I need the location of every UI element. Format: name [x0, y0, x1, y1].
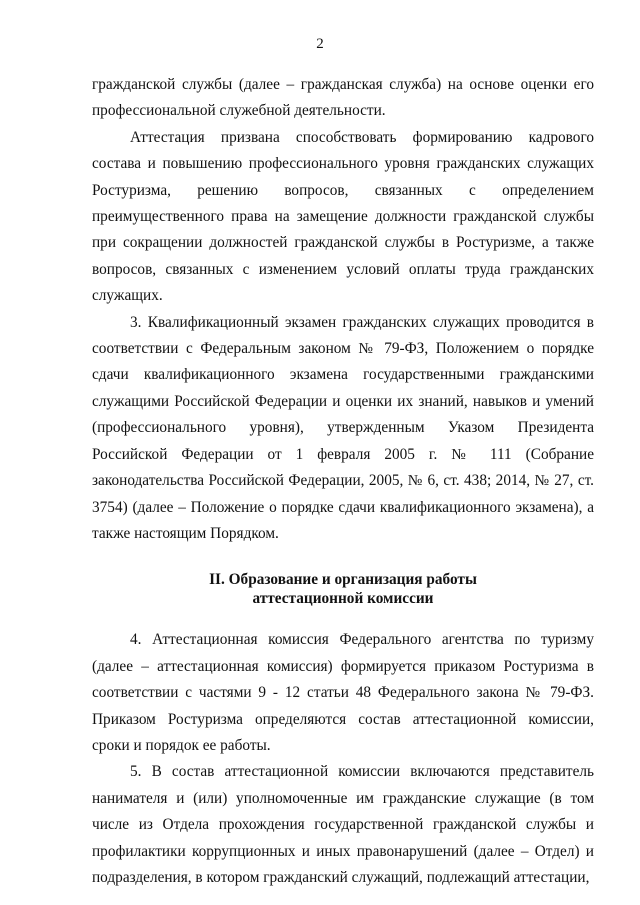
section-heading — [92, 570, 594, 608]
paragraph-5-commission-composition: 5. В состав аттестационной комиссии включаются представитель нанимателя и (или) уполномоченные им гражданские служащие (в том числе из Отдела прохождения государственной гражданской службы и профилактики коррупционных и иных правонарушений (далее – Отдел) и подразделения, в котором гражданский служащий, подлежащий аттестации, — [92, 763, 594, 886]
section-heading-line-1: II. Образование и организация работы — [209, 571, 477, 589]
section-heading-line-2: аттестационной комиссии — [252, 590, 434, 608]
document-body — [92, 72, 594, 891]
paragraph-3-qualification-exam: 3. Квалификационный экзамен гражданских служащих проводится в соответствии с Федеральным законом № 79-ФЗ, Положением о порядке сдачи квалификационного экзамена государственными гражданскими служащими Российской Федерации и оценки их знаний, навыков и умений (профессионального уровня), утвержденным Указом Президента Российской Федерации от 1 февраля 2005 г. № 111 (Собрание законодательства Российской Федерации, 2005, № 6, ст. 438; 2014, № 27, ст. 3754) (далее – Положение о порядке сдачи квалификационного экзамена), а также настоящим Порядком. — [92, 313, 594, 542]
paragraph-continuation: гражданской службы (далее – гражданская служба) на основе оценки его профессиональной служебной деятельности. — [92, 76, 594, 120]
paragraph-4-commission-formation: 4. Аттестационная комиссия Федерального агентства по туризму (далее – аттестационная комиссия) формируется приказом Ростуризма в соответствии с частями 9 - 12 статьи 48 Федерального закона № 79-ФЗ. Приказом Ростуризма определяются состав аттестационной комиссии, сроки и порядок ее работы. — [92, 631, 594, 754]
page-number: 2 — [316, 36, 324, 52]
paragraph-attestation-purpose: Аттестация призвана способствовать формированию кадрового состава и повышению профессионального уровня гражданских служащих Ростуризма, решению вопросов, связанных с определением преимущественного права на замещение должности гражданской службы при сокращении должностей гражданской службы в Ростуризме, а также вопросов, связанных с изменением условий оплаты труда гражданских служащих. — [92, 128, 594, 305]
